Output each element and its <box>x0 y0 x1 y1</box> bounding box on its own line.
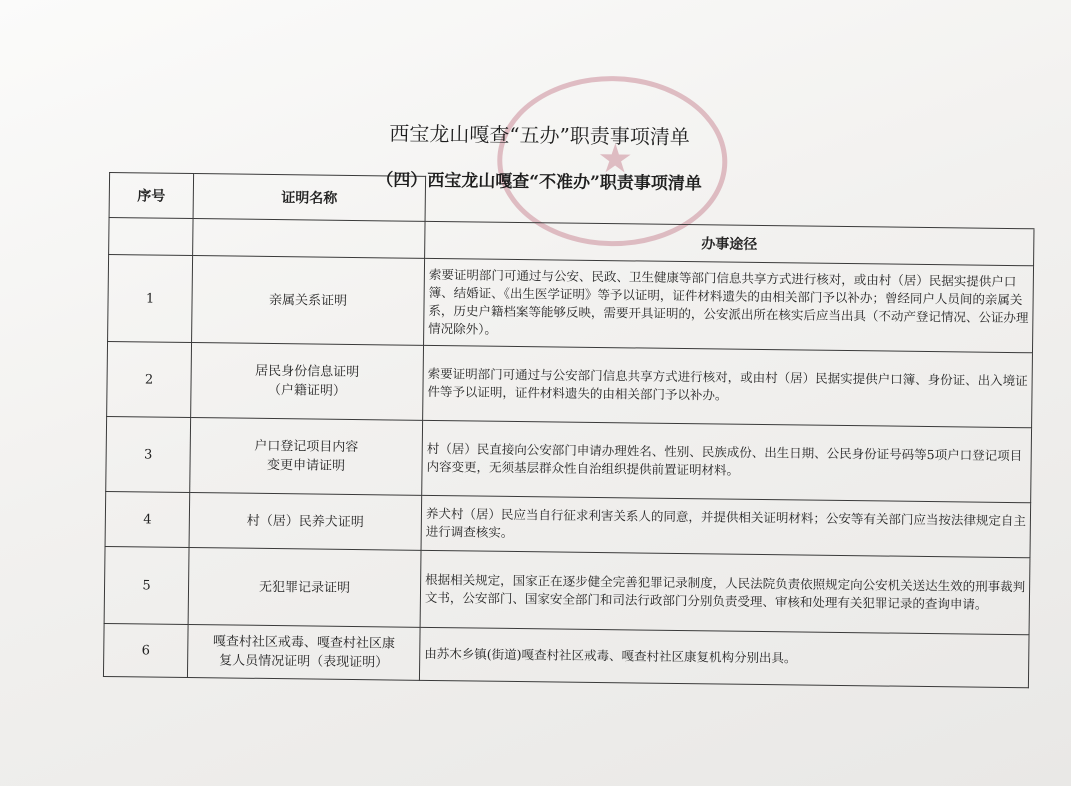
row-certificate-name <box>187 624 420 680</box>
header-route: 办事途径 <box>425 221 1034 265</box>
row-name-line-2: （户籍证明） <box>267 382 347 399</box>
row-route: 村（居）民直接向公安部门申请办理姓名、性别、民族成份、出生日期、公民身份证号码等5项户口登记项目内容变更，无须基层群众性自治组织提供前置证明材料。 <box>422 420 1032 502</box>
table-row <box>104 546 1030 634</box>
row-certificate-name <box>188 547 421 627</box>
row-name-line: 居民身份信息证明 <box>255 363 360 381</box>
row-name-line-2: 变更申请证明 <box>266 457 346 474</box>
row-route: 索要证明部门可通过与公安部门信息共享方式进行核对，或由村（居）民据实提供户口簿、身份证、出入境证件等予以证明，证件材料遗失的由相关部门予以补办。 <box>423 345 1033 427</box>
row-route: 索要证明部门可通过与公安、民政、卫生健康等部门信息共享方式进行核对，或由村（居）民据实提供户口簿、结婚证、《出生医学证明》等予以证明，证件材料遗失的由相关部门予以补办；曾经同户人员间的亲属关系，历史户籍档案等能够反映，需要开具证明的，公安派出所在核实后应当出具（不动产登记情况、公证办理情况除外）。 <box>424 258 1034 352</box>
header-name: 证明名称 <box>193 174 426 222</box>
row-name-line: 无犯罪记录证明 <box>258 579 351 596</box>
header-index: 序号 <box>109 173 194 219</box>
header-index-cont <box>109 217 193 255</box>
row-route: 根据相关规定，国家正在逐步健全完善犯罪记录制度，人民法院负责依照规定向公安机关送达生效的刑事裁判文书，公安部门、国家安全部门和司法行政部门分别负责受理、审核和处理有关犯罪记录的查询申请。 <box>420 550 1030 634</box>
row-name-line: 嘎查村社区戒毒、嘎查村社区康 <box>212 634 395 652</box>
row-name-line: 村（居）民养犬证明 <box>246 513 364 530</box>
row-certificate-name <box>191 343 424 421</box>
row-index: 2 <box>107 341 192 417</box>
row-route: 养犬村（居）民应当自行征求利害关系人的同意，并提供相关证明材料；公安等有关部门应当按法律规定自主进行调查核实。 <box>421 495 1031 557</box>
row-certificate-name <box>190 418 423 496</box>
header-name-cont <box>193 219 425 259</box>
row-route: 由苏木乡镇(街道)嘎查村社区戒毒、嘎查村社区康复机构分别出具。 <box>419 627 1029 687</box>
table-row <box>106 416 1032 502</box>
document-subtitle: （四）西宝龙山嘎查“不准办”职责事项清单 <box>376 170 702 195</box>
row-index: 5 <box>104 546 189 624</box>
row-name-line-2: 复人员情况证明（表现证明） <box>219 653 389 671</box>
document-title: 西宝龙山嘎查“五办”职责事项清单 <box>389 121 690 150</box>
table-row <box>107 341 1033 427</box>
table-row <box>108 254 1034 352</box>
row-certificate-name <box>189 493 422 551</box>
duty-table <box>103 172 1035 688</box>
row-index: 3 <box>106 416 191 492</box>
seal-star-icon: ★ <box>597 135 634 183</box>
row-index: 1 <box>108 254 193 342</box>
row-index: 6 <box>103 623 188 677</box>
document-sheet <box>103 100 1040 671</box>
row-name-line: 亲属关系证明 <box>268 292 348 309</box>
row-name-line: 户口登记项目内容 <box>254 438 359 456</box>
row-index: 4 <box>105 491 190 547</box>
table-row <box>103 623 1029 687</box>
row-certificate-name <box>192 256 425 346</box>
